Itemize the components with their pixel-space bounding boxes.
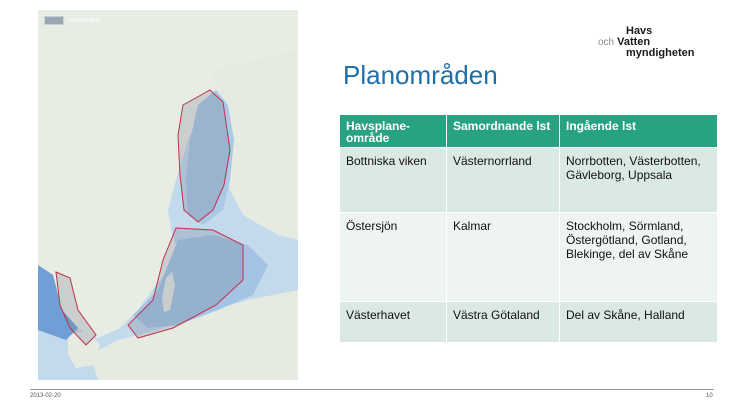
logo-och: och xyxy=(598,37,615,48)
cell-included: Norrbotten, Västerbotten, Gävleborg, Uppsala xyxy=(560,148,718,213)
footer-divider xyxy=(30,389,714,390)
havs-och-vatten-logo xyxy=(598,26,694,59)
legend-swatch xyxy=(44,16,64,25)
logo-vatten: Vatten xyxy=(617,36,651,48)
logo-line-3: myndigheten xyxy=(626,47,695,59)
cell-coordinating: Västra Götaland xyxy=(447,302,560,343)
cell-area: Västerhavet xyxy=(340,302,447,343)
table-row xyxy=(340,213,718,302)
slide-title: Planområden xyxy=(343,60,498,90)
footer-date: 2013-02-20 xyxy=(30,393,61,399)
cell-area: Östersjön xyxy=(340,213,447,302)
header-ingaende-lst: Ingående lst xyxy=(560,115,718,148)
page-number: 10 xyxy=(706,393,713,399)
legend-label: Planområde xyxy=(68,17,101,24)
planning-area-map xyxy=(38,10,298,380)
cell-included: Stockholm, Sörmland, Östergötland, Gotland, Blekinge, del av Skåne xyxy=(560,213,718,302)
table-row xyxy=(340,148,718,213)
table-header-row xyxy=(340,115,718,148)
logo-line-1: Havs xyxy=(626,25,653,37)
map-graphic xyxy=(38,10,298,380)
planning-area-table xyxy=(340,115,718,342)
cell-area: Bottniska viken xyxy=(340,148,447,213)
cell-included: Del av Skåne, Halland xyxy=(560,302,718,343)
map-legend xyxy=(44,16,100,25)
cell-coordinating: Kalmar xyxy=(447,213,560,302)
table-row xyxy=(340,302,718,343)
cell-coordinating: Västernorrland xyxy=(447,148,560,213)
header-samordnande-lst: Samordnande lst xyxy=(447,115,560,148)
header-havsplaneomrade: Havsplane-område xyxy=(340,115,447,148)
